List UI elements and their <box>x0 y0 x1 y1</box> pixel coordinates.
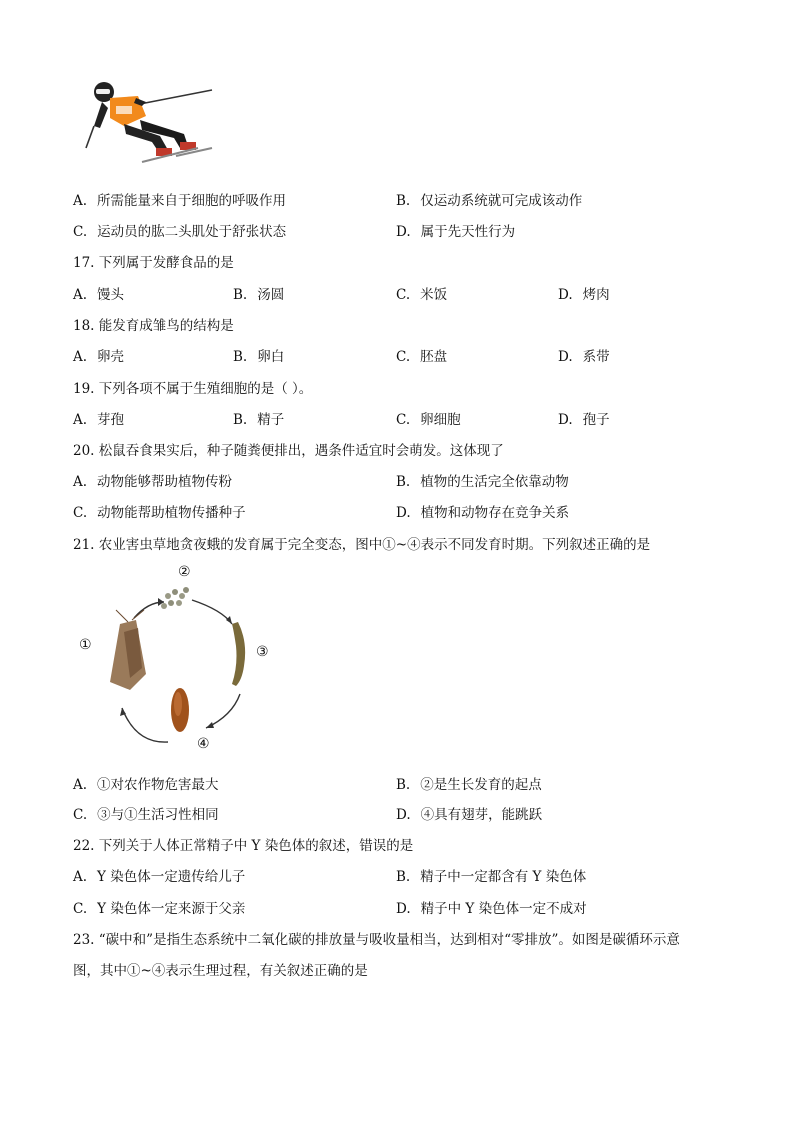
q17-stem: 17. 下列属于发酵食品的是 <box>73 255 234 271</box>
q17-option-b: B. 汤圆 <box>233 287 285 303</box>
q23-stem-line-1: 23. “碳中和”是指生态系统中二氧化碳的排放量与吸收量相当，达到相对“零排放”。如图是碳循环示意 <box>73 932 680 948</box>
q18-option-b: B. 卵白 <box>233 349 285 365</box>
q17-option-d: D. 烤肉 <box>558 287 610 303</box>
q16-option-a: A. 所需能量来自于细胞的呼吸作用 <box>73 193 287 209</box>
skier-illustration <box>80 76 220 174</box>
q20-option-a: A. 动物能够帮助植物传粉 <box>73 474 233 490</box>
moth-life-cycle-diagram <box>72 562 282 762</box>
q19-option-c: C. 卵细胞 <box>396 412 461 428</box>
q21-option-c: C. ③与①生活习性相同 <box>73 807 219 823</box>
q22-stem: 22. 下列关于人体正常精子中 Y 染色体的叙述，错误的是 <box>73 838 414 854</box>
q18-option-c: C. 胚盘 <box>396 349 448 365</box>
q21-option-d: D. ④具有翅芽，能跳跃 <box>396 807 543 823</box>
q17-option-c: C. 米饭 <box>396 287 448 303</box>
q18-stem: 18. 能发育成雏鸟的结构是 <box>73 318 234 334</box>
q16-option-c: C. 运动员的肱二头肌处于舒张状态 <box>73 224 287 240</box>
q22-option-b: B. 精子中一定都含有 Y 染色体 <box>396 869 587 885</box>
q18-option-a: A. 卵壳 <box>73 349 125 365</box>
q20-stem: 20. 松鼠吞食果实后，种子随粪便排出，遇条件适宜时会萌发。这体现了 <box>73 443 504 459</box>
q19-option-b: B. 精子 <box>233 412 285 428</box>
q22-option-c: C. Y 染色体一定来源于父亲 <box>73 901 246 917</box>
q23-stem-line-2: 图，其中①~④表示生理过程，有关叙述正确的是 <box>73 963 368 979</box>
q17-option-a: A. 馒头 <box>73 287 125 303</box>
figure-label-3: ③ <box>256 644 269 660</box>
q16-option-b: B. 仅运动系统就可完成该动作 <box>396 193 583 209</box>
figure-label-4: ④ <box>197 736 210 752</box>
q19-option-d: D. 孢子 <box>558 412 610 428</box>
q18-option-d: D. 系带 <box>558 349 610 365</box>
figure-label-1: ① <box>79 637 92 653</box>
q22-option-d: D. 精子中 Y 染色体一定不成对 <box>396 901 587 917</box>
q19-stem: 19. 下列各项不属于生殖细胞的是（ ）。 <box>73 381 313 397</box>
q16-option-d: D. 属于先天性行为 <box>396 224 516 240</box>
q20-option-d: D. 植物和动物存在竞争关系 <box>396 505 570 521</box>
q19-option-a: A. 芽孢 <box>73 412 125 428</box>
q20-option-c: C. 动物能帮助植物传播种子 <box>73 505 246 521</box>
q21-stem: 21. 农业害虫草地贪夜蛾的发育属于完全变态，图中①~④表示不同发育时期。下列叙述正确的是 <box>73 537 651 553</box>
figure-label-2: ② <box>178 564 191 580</box>
q21-option-b: B. ②是生长发育的起点 <box>396 777 542 793</box>
q22-option-a: A. Y 染色体一定遗传给儿子 <box>73 869 246 885</box>
q21-option-a: A. ①对农作物危害最大 <box>73 777 219 793</box>
q20-option-b: B. 植物的生活完全依靠动物 <box>396 474 569 490</box>
